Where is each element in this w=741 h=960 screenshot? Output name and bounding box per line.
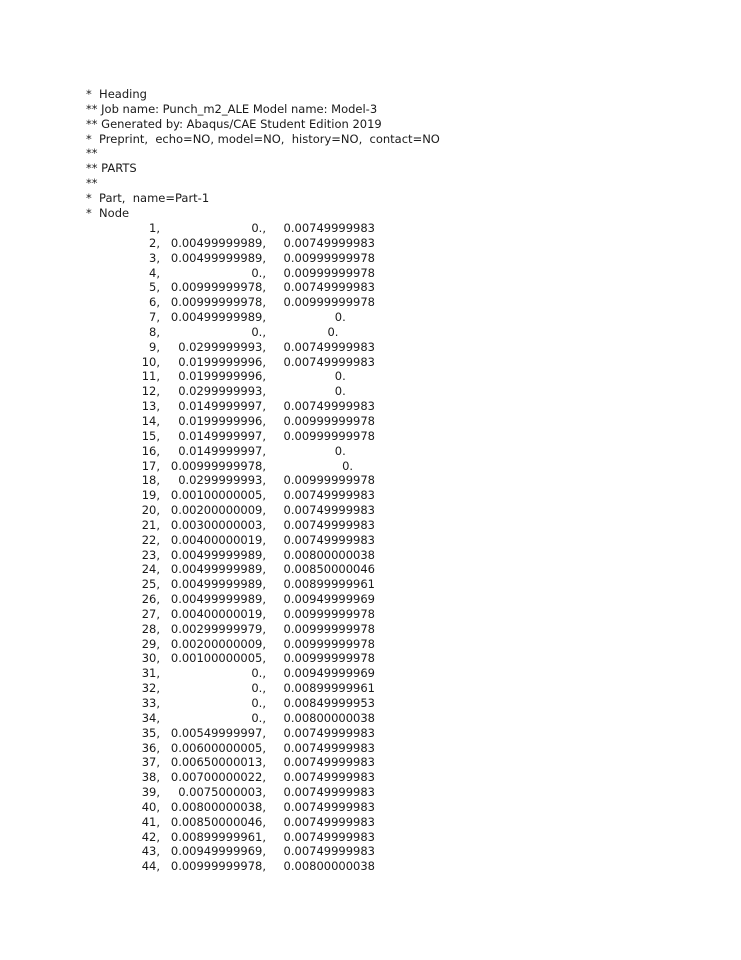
node-id: 4, <box>149 265 160 280</box>
node-x-coordinate: 0., <box>251 681 266 696</box>
node-x-coordinate: 0.0299999993, <box>178 384 266 399</box>
node-y-coordinate: 0.00899999961 <box>283 577 375 592</box>
node-row <box>0 800 741 815</box>
node-y-coordinate: 0.00749999983 <box>283 339 375 354</box>
node-id: 38, <box>141 770 160 785</box>
node-y-coordinate: 0.00749999983 <box>283 799 375 814</box>
node-x-coordinate: 0.0149999997, <box>178 428 266 443</box>
heading-keyword-line: * Heading <box>86 87 147 101</box>
node-row <box>0 607 741 622</box>
node-y-coordinate: 0.00749999983 <box>283 399 375 414</box>
node-y-coordinate: 0.00850000046 <box>283 562 375 577</box>
node-y-coordinate: 0. <box>334 369 375 384</box>
node-id: 23, <box>141 547 160 562</box>
node-x-coordinate: 0.00200000009, <box>170 503 266 518</box>
node-id: 24, <box>141 562 160 577</box>
node-x-coordinate: 0., <box>251 221 266 235</box>
node-y-coordinate: 0. <box>327 324 375 339</box>
node-x-coordinate: 0., <box>251 265 266 280</box>
node-y-coordinate: 0.00749999983 <box>283 740 375 755</box>
node-row <box>0 755 741 770</box>
node-row <box>0 533 741 548</box>
node-y-coordinate: 0.00749999983 <box>283 503 375 518</box>
node-row <box>0 429 741 444</box>
node-row <box>0 577 741 592</box>
node-id: 33, <box>141 696 160 710</box>
comment-separator-line: ** <box>86 146 98 161</box>
node-id: 16, <box>141 443 160 458</box>
node-row <box>0 503 741 518</box>
node-y-coordinate: 0.00999999978 <box>283 428 375 443</box>
node-id: 6, <box>149 295 160 310</box>
node-id: 17, <box>141 458 160 473</box>
node-id: 31, <box>141 666 160 681</box>
node-row <box>0 488 741 503</box>
node-row <box>0 266 741 281</box>
node-id: 15, <box>141 428 160 443</box>
node-row <box>0 340 741 355</box>
node-id: 7, <box>149 310 160 325</box>
node-row <box>0 770 741 785</box>
node-id: 41, <box>141 814 160 829</box>
node-id: 18, <box>141 473 160 488</box>
node-y-coordinate: 0.00749999983 <box>283 844 375 859</box>
node-id: 20, <box>141 503 160 518</box>
node-x-coordinate: 0.00499999989, <box>170 250 266 265</box>
job-name-comment-line: ** Job name: Punch_m2_ALE Model name: Model-3 <box>86 101 378 116</box>
node-table <box>0 221 741 874</box>
node-id: 26, <box>141 592 160 607</box>
node-x-coordinate: 0.00999999978, <box>170 859 266 874</box>
node-row <box>0 726 741 741</box>
node-y-coordinate: 0.00749999983 <box>283 770 375 785</box>
node-x-coordinate: 0.00499999989, <box>170 592 266 607</box>
node-y-coordinate: 0.00749999983 <box>283 755 375 770</box>
node-id: 25, <box>141 577 160 592</box>
node-row <box>0 666 741 681</box>
comment-separator-line: ** <box>86 176 98 191</box>
node-id: 2, <box>149 235 160 250</box>
node-row <box>0 681 741 696</box>
node-y-coordinate: 0.00749999983 <box>283 235 375 250</box>
node-id: 42, <box>141 829 160 844</box>
node-y-coordinate: 0.00749999983 <box>283 517 375 532</box>
node-id: 11, <box>141 369 160 384</box>
node-id: 29, <box>141 636 160 651</box>
node-row <box>0 280 741 295</box>
node-x-coordinate: 0.00300000003, <box>170 517 266 532</box>
node-id: 9, <box>149 339 160 354</box>
node-row <box>0 651 741 666</box>
node-row <box>0 236 741 251</box>
node-row <box>0 310 741 325</box>
node-x-coordinate: 0.00899999961, <box>170 829 266 844</box>
node-y-coordinate: 0.00749999983 <box>283 221 375 235</box>
node-y-coordinate: 0.00749999983 <box>283 280 375 295</box>
node-row <box>0 221 741 236</box>
node-y-coordinate: 0. <box>334 443 375 458</box>
node-id: 34, <box>141 710 160 725</box>
node-id: 5, <box>149 280 160 295</box>
node-y-coordinate: 0. <box>334 310 375 325</box>
node-row <box>0 637 741 652</box>
node-x-coordinate: 0.0149999997, <box>178 443 266 458</box>
node-x-coordinate: 0.00999999978, <box>170 458 266 473</box>
node-row <box>0 785 741 800</box>
node-row <box>0 369 741 384</box>
node-id: 32, <box>141 681 160 696</box>
node-id: 37, <box>141 755 160 770</box>
node-row <box>0 518 741 533</box>
node-x-coordinate: 0.00800000038, <box>170 799 266 814</box>
node-id: 19, <box>141 488 160 503</box>
node-id: 36, <box>141 740 160 755</box>
node-id: 35, <box>141 725 160 740</box>
node-y-coordinate: 0. <box>342 458 375 473</box>
node-y-coordinate: 0.00999999978 <box>283 636 375 651</box>
node-x-coordinate: 0.00600000005, <box>170 740 266 755</box>
node-row <box>0 548 741 563</box>
node-y-coordinate: 0.00749999983 <box>283 814 375 829</box>
node-id: 40, <box>141 799 160 814</box>
node-y-coordinate: 0. <box>334 384 375 399</box>
node-x-coordinate: 0.00700000022, <box>170 770 266 785</box>
node-x-coordinate: 0.00400000019, <box>170 606 266 621</box>
node-id: 8, <box>149 324 160 339</box>
node-id: 10, <box>141 354 160 369</box>
generated-by-comment-line: ** Generated by: Abaqus/CAE Student Edition 2019 <box>86 116 382 131</box>
node-x-coordinate: 0.00100000005, <box>170 651 266 666</box>
node-y-coordinate: 0.00949999969 <box>283 592 375 607</box>
node-id: 1, <box>149 221 160 235</box>
node-x-coordinate: 0.0199999996, <box>178 354 266 369</box>
node-y-coordinate: 0.00749999983 <box>283 354 375 369</box>
part-keyword-line: * Part, name=Part-1 <box>86 190 210 205</box>
node-y-coordinate: 0.00849999953 <box>283 696 375 710</box>
node-x-coordinate: 0.0199999996, <box>178 369 266 384</box>
node-x-coordinate: 0.00650000013, <box>170 755 266 770</box>
node-y-coordinate: 0.00999999978 <box>283 651 375 666</box>
node-x-coordinate: 0.00999999978, <box>170 295 266 310</box>
node-y-coordinate: 0.00949999969 <box>283 666 375 681</box>
node-x-coordinate: 0.00200000009, <box>170 636 266 651</box>
node-y-coordinate: 0.00749999983 <box>283 725 375 740</box>
node-x-coordinate: 0.00499999989, <box>170 577 266 592</box>
node-row <box>0 859 741 874</box>
node-x-coordinate: 0.0149999997, <box>178 399 266 414</box>
node-x-coordinate: 0.00850000046, <box>170 814 266 829</box>
node-row <box>0 473 741 488</box>
node-y-coordinate: 0.00999999978 <box>283 295 375 310</box>
node-x-coordinate: 0.00499999989, <box>170 547 266 562</box>
parts-comment-line: ** PARTS <box>86 161 137 176</box>
node-id: 44, <box>141 859 160 874</box>
node-x-coordinate: 0., <box>251 696 266 710</box>
node-x-coordinate: 0., <box>251 710 266 725</box>
node-row <box>0 355 741 370</box>
node-x-coordinate: 0.00499999989, <box>170 310 266 325</box>
node-y-coordinate: 0.00899999961 <box>283 681 375 696</box>
node-x-coordinate: 0.00100000005, <box>170 488 266 503</box>
node-x-coordinate: 0.0199999996, <box>178 413 266 428</box>
node-x-coordinate: 0.0075000003, <box>178 785 266 800</box>
node-id: 13, <box>141 399 160 414</box>
node-row <box>0 830 741 845</box>
node-id: 21, <box>141 517 160 532</box>
node-row <box>0 741 741 756</box>
node-x-coordinate: 0.00999999978, <box>170 280 266 295</box>
node-keyword-line: * Node <box>86 205 130 220</box>
node-id: 22, <box>141 532 160 547</box>
node-y-coordinate: 0.00749999983 <box>283 829 375 844</box>
node-y-coordinate: 0.00749999983 <box>283 532 375 547</box>
node-row <box>0 384 741 399</box>
input-file-header <box>86 87 440 221</box>
node-x-coordinate: 0.00499999989, <box>170 235 266 250</box>
node-y-coordinate: 0.00999999978 <box>283 473 375 488</box>
node-row <box>0 295 741 310</box>
node-row <box>0 414 741 429</box>
node-x-coordinate: 0.0299999993, <box>178 339 266 354</box>
node-row <box>0 711 741 726</box>
node-row <box>0 562 741 577</box>
node-id: 12, <box>141 384 160 399</box>
node-row <box>0 325 741 340</box>
node-x-coordinate: 0.00549999997, <box>170 725 266 740</box>
node-x-coordinate: 0.00400000019, <box>170 532 266 547</box>
node-y-coordinate: 0.00800000038 <box>283 710 375 725</box>
node-row <box>0 622 741 637</box>
node-id: 3, <box>149 250 160 265</box>
node-row <box>0 844 741 859</box>
node-id: 43, <box>141 844 160 859</box>
node-y-coordinate: 0.00749999983 <box>283 785 375 800</box>
node-y-coordinate: 0.00800000038 <box>283 547 375 562</box>
node-row <box>0 444 741 459</box>
node-x-coordinate: 0., <box>251 324 266 339</box>
node-y-coordinate: 0.00999999978 <box>283 250 375 265</box>
node-x-coordinate: 0.0299999993, <box>178 473 266 488</box>
node-row <box>0 815 741 830</box>
node-row <box>0 592 741 607</box>
node-y-coordinate: 0.00749999983 <box>283 488 375 503</box>
node-x-coordinate: 0.00299999979, <box>170 621 266 636</box>
node-id: 28, <box>141 621 160 636</box>
node-y-coordinate: 0.00999999978 <box>283 621 375 636</box>
node-x-coordinate: 0.00499999989, <box>170 562 266 577</box>
node-id: 39, <box>141 785 160 800</box>
node-row <box>0 459 741 474</box>
node-id: 30, <box>141 651 160 666</box>
node-x-coordinate: 0., <box>251 666 266 681</box>
node-y-coordinate: 0.00800000038 <box>283 859 375 874</box>
node-x-coordinate: 0.00949999969, <box>170 844 266 859</box>
node-y-coordinate: 0.00999999978 <box>283 265 375 280</box>
node-id: 14, <box>141 413 160 428</box>
preprint-keyword-line: * Preprint, echo=NO, model=NO, history=NO, contact=NO <box>86 131 440 146</box>
node-y-coordinate: 0.00999999978 <box>283 413 375 428</box>
node-id: 27, <box>141 606 160 621</box>
node-row <box>0 696 741 711</box>
node-row <box>0 251 741 266</box>
node-y-coordinate: 0.00999999978 <box>283 606 375 621</box>
node-row <box>0 399 741 414</box>
